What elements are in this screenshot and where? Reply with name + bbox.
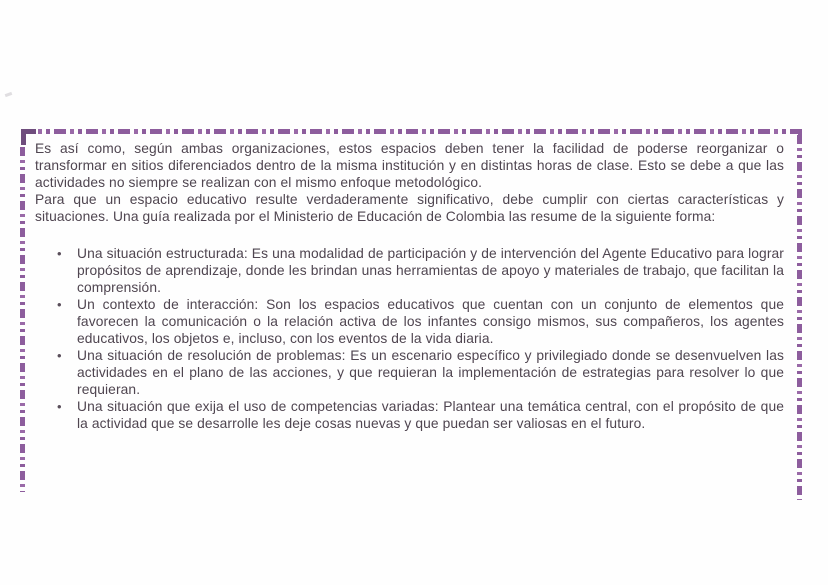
dashed-border-right [797, 135, 802, 500]
dashed-border-top [22, 129, 802, 134]
scan-artifact-mark [5, 92, 13, 97]
paragraph-intro: Es así como, según ambas organizaciones, estos espacios deben tener la facilidad de poderse reorganizar o transformar en sitios diferenciados dentro de la misma institución y en distintas horas de clase. Esto se debe a que las actividades no siempre se realizan con el mismo enfoque metodológico. [35, 141, 784, 190]
bullet-icon: • [57, 246, 62, 261]
paragraph-guide: Para que un espacio educativo resulte verdaderamente significativo, debe cumplir con ciertas características y situaciones. Una guía realizada por el Ministerio de Educación de Colombia las resume de la siguiente forma: [35, 192, 784, 224]
bullet-icon: • [57, 348, 62, 363]
frame-corner-top-right [794, 129, 802, 138]
frame-corner-top-left [21, 129, 36, 145]
list-item [57, 398, 784, 432]
list-item [57, 347, 784, 398]
list-item-text: Una situación estructurada: Es una modalidad de participación y de intervención del Agente Educativo para lograr propósitos de aprendizaje, donde les brindan unas herramientas de apoyo y materiales de trabajo, que facilitan la comprensión. [77, 246, 784, 295]
bullet-icon: • [57, 297, 62, 312]
list-item-text: Un contexto de interacción: Son los espacios educativos que cuentan con un conjunto de elementos que favorecen la comunicación o la relación activa de los infantes consigo mismos, sus compañeros, los agentes educativos, los objetos e, incluso, con los eventos de la vida diaria. [77, 297, 784, 346]
list-item [57, 296, 784, 347]
list-item [57, 245, 784, 296]
list-item-text: Una situación de resolución de problemas: Es un escenario específico y privilegiado donde se desenvuelven las actividades en el plano de las acciones, y que requieran la implementación de estrategias para resolver lo que requieran. [77, 348, 784, 397]
document-body-text [35, 140, 784, 432]
dashed-text-frame [20, 129, 802, 501]
bullet-icon: • [57, 399, 62, 414]
dashed-border-left [20, 147, 25, 492]
list-item-text: Una situación que exija el uso de competencias variadas: Plantear una temática central, con el propósito de que la actividad que se desarrolle les deje cosas nuevas y que puedan ser valiosas en el futuro. [77, 399, 784, 431]
characteristics-list [35, 245, 784, 432]
